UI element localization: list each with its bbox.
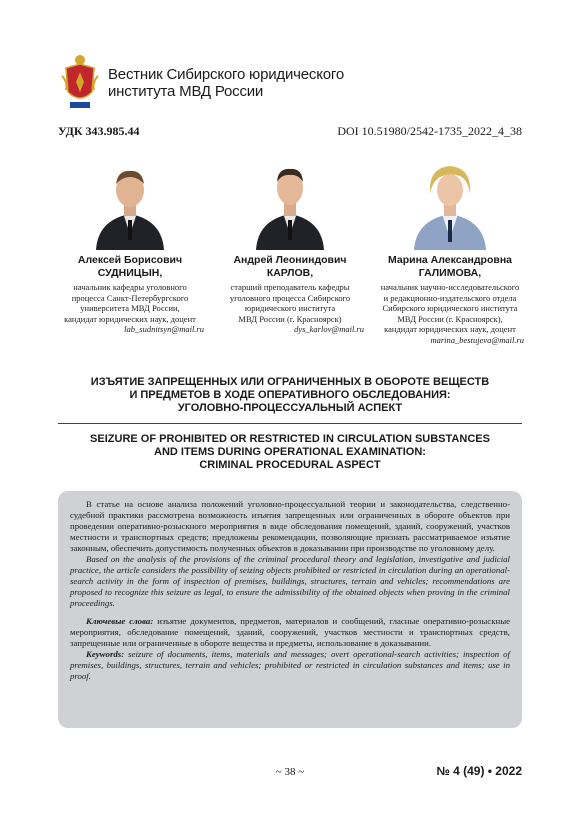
author-position-line: МВД России (г. Красноярск), (397, 313, 503, 324)
article-title-ru (58, 376, 522, 415)
title-line: И ПРЕДМЕТОВ В ХОДЕ ОПЕРАТИВНОГО ОБСЛЕДОВАНИЯ: (129, 389, 451, 401)
doi: DOI 10.51980/2542-1735_2022_4_38 (337, 124, 522, 138)
author-position-line: и редакционно-издательского отдела (383, 292, 517, 303)
author-position-line: кандидат юридических наук, доцент (384, 324, 516, 334)
author-position-line: МВД России (г. Красноярск) (238, 313, 342, 324)
author-position (210, 282, 370, 324)
keywords-ru-label: Ключевые слова: (86, 616, 154, 626)
abstract-en: Based on the analysis of the provisions of the criminal procedural theory and legislation, investigative and judicial practice, the article considers the possibility of seizing objects prohibited or restricted in circulation during an operational-search activity in the form of inspection of premises, buildings, structures, terrain and vehicles; recommendations are proposed to recognize this seizure as legal, to ensure the admissibility of the obtained objects when proving in the criminal proceedings. (70, 554, 510, 608)
author-last-name: СУДНИЦЫН, (97, 267, 163, 279)
keywords-ru-text: изъятие документов, предметов, материалов и сообщений, гласные оперативно-розыскные мероприятия, обследование помещений, зданий, сооружений, участков местности и транспортных средств, запрещенные или ограниченные в обороте вещества и предметы, использование в доказывании. (70, 616, 511, 648)
author-position-line: начальник кафедры уголовного (73, 282, 187, 292)
author-position-line: начальник научно-исследовательского (380, 282, 520, 292)
page-number: ~ 38 ~ (275, 766, 305, 778)
title-divider (58, 423, 522, 424)
author-last-name: ГАЛИМОВА, (418, 267, 482, 279)
author-position-line: кандидат юридических наук, доцент (64, 313, 196, 324)
author-last-name: КАРЛОВ, (266, 267, 314, 279)
journal-header (58, 52, 358, 114)
title-line: SEIZURE OF PROHIBITED OR RESTRICTED IN CIRCULATION SUBSTANCES (90, 433, 490, 445)
author-position-line: процесса Санкт-Петербургского (71, 292, 189, 303)
keywords-ru (70, 616, 510, 649)
keywords-en-text: seizure of documents, items, materials and messages; overt operational-search activities; inspection of premises, buildings, structures, terrain and vehicles; prohibited or restricted in circulation substances and items; use in proof. (70, 649, 510, 681)
author-position-line: университета МВД России, (80, 303, 180, 313)
udc-code: УДК 343.985.44 (58, 124, 140, 138)
authors-block (50, 142, 530, 352)
title-line: AND ITEMS DURING OPERATIONAL EXAMINATION: (154, 446, 426, 458)
title-line: CRIMINAL PROCEDURAL ASPECT (199, 459, 381, 471)
title-line: УГОЛОВНО-ПРОЦЕССУАЛЬНЫЙ АСПЕКТ (177, 402, 403, 414)
keywords-en (70, 649, 510, 682)
author-card (370, 142, 530, 345)
author-card (50, 142, 210, 335)
author-position-line: старший преподаватель кафедры (230, 282, 350, 292)
journal-title-line: Вестник Сибирского юридического (108, 66, 344, 83)
journal-title-line: института МВД России (108, 83, 264, 100)
author-position-line: юридического института (244, 303, 336, 313)
journal-title (108, 66, 344, 100)
author-photo (410, 150, 490, 250)
abstract-ru: В статье на основе анализа положений уголовно-процессуальной теории и законодательства, следственно-судебной практики рассмотрена возможность изъятия запрещенных или ограниченных в обороте объектов при проведении оперативно-розыскного мероприятия в виде обследования помещений, зданий, сооружений, участков местности и транспортных средств; предложены рекомендации, позволяющие признать рассматриваемое изъятие законным, обеспечить допустимость полученных объектов в доказывании при производстве по уголовному делу. (70, 499, 510, 553)
author-position (370, 282, 530, 335)
title-line: ИЗЪЯТИЕ ЗАПРЕЩЕННЫХ ИЛИ ОГРАНИЧЕННЫХ В ОБОРОТЕ ВЕЩЕСТВ (90, 376, 490, 388)
author-first-names: Алексей Борисович (77, 254, 183, 266)
issue-number: № 4 (49) • 2022 (436, 764, 522, 778)
author-first-names: Андрей Леониндович (233, 254, 347, 266)
author-email[interactable]: marina_bestujeva@mail.ru (430, 334, 524, 345)
author-photo (90, 150, 170, 250)
keywords-en-label: Keywords: (86, 649, 125, 659)
author-card (210, 142, 370, 335)
author-photo (250, 150, 330, 250)
author-email[interactable]: dys_karlov@mail.ru (294, 324, 364, 334)
abstract-box (58, 491, 522, 728)
author-first-names: Марина Александровна (387, 254, 513, 266)
author-email[interactable]: lab_sudnitsyn@mail.ru (124, 324, 204, 334)
article-title-en (58, 433, 522, 472)
mvd-emblem-icon (58, 52, 102, 112)
author-position-line: Сибирского юридического института (382, 303, 518, 313)
author-position (50, 282, 210, 324)
author-position-line: уголовного процесса Сибирского (229, 292, 351, 303)
